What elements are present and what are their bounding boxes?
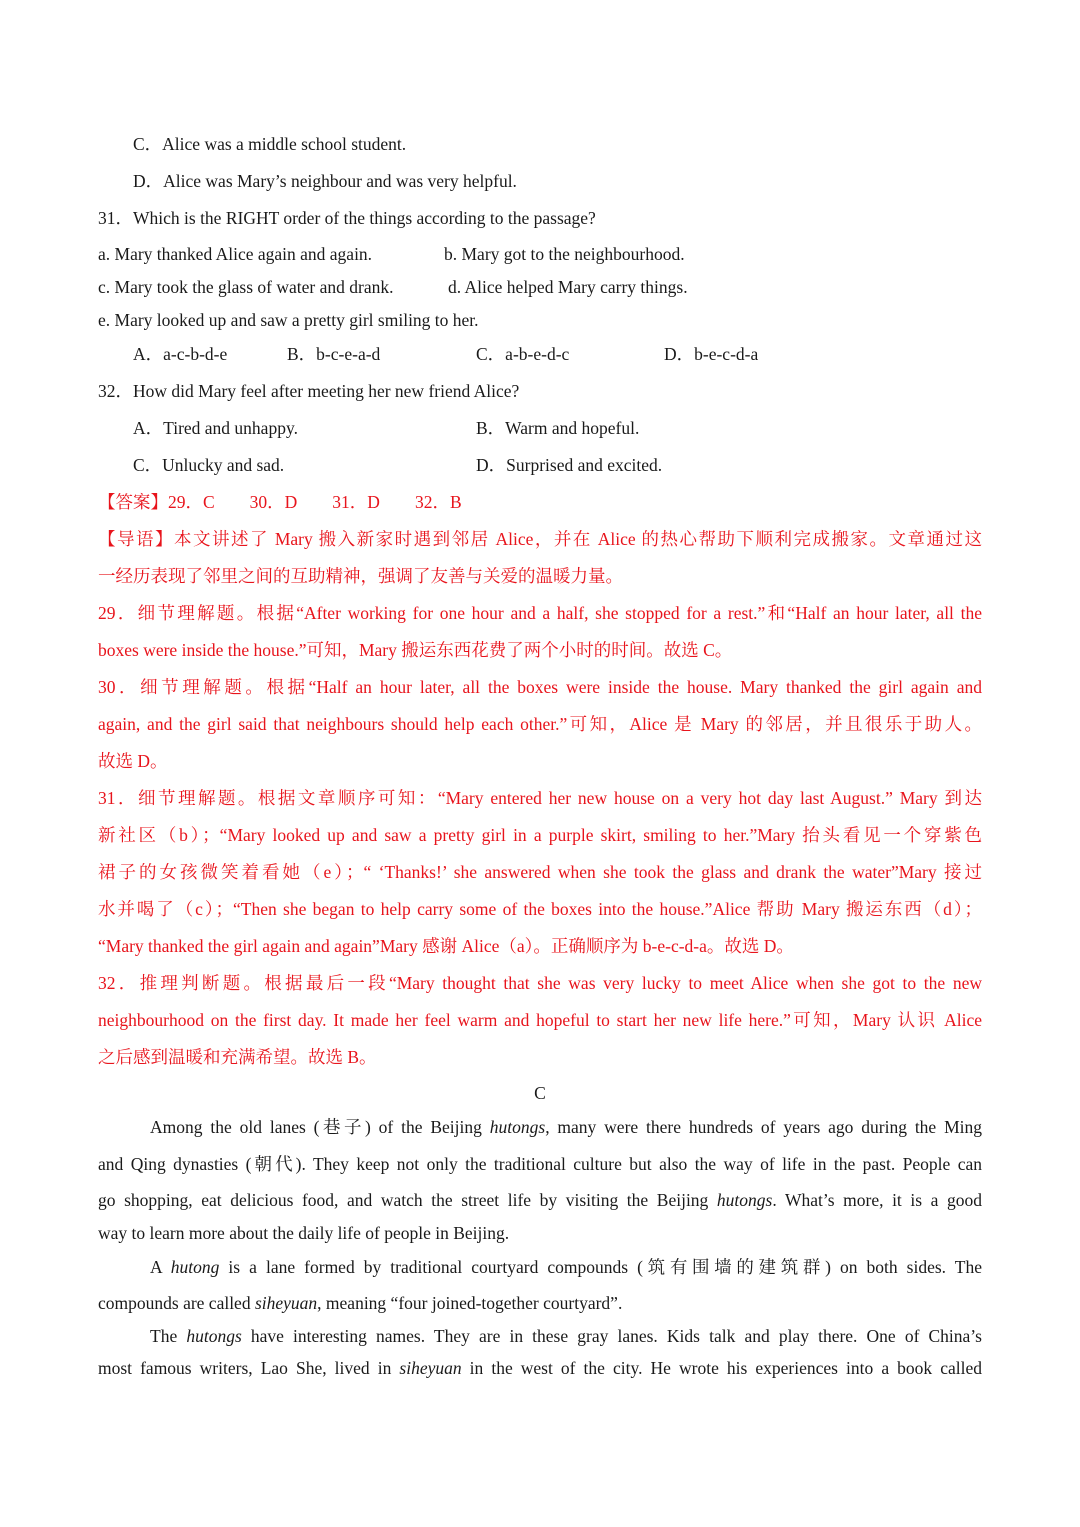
explanation-line: again, and the girl said that neighbours should help each other.”可知，Alice 是 Mary 的邻居，并且很乐于助人。 xyxy=(98,714,982,734)
passage-line: go shopping, eat delicious food, and watch the street life by visiting the Beijing hutongs. What’s more, it is a good xyxy=(98,1190,983,1210)
explanation-line: 裙子的女孩微笑着看她（e）；“ ‘Thanks!’ she answered when she took the glass and drank the water”Mary 接过 xyxy=(98,862,982,882)
q32-option-b: B．Warm and hopeful. xyxy=(476,418,640,438)
q31-option-a: A．a-c-b-d-e xyxy=(133,344,228,364)
passage-line: compounds are called siheyuan, meaning “four joined-together courtyard”. xyxy=(98,1293,623,1313)
explanation-line: “Mary thanked the girl again and again”Mary 感谢 Alice（a）。正确顺序为 b-e-c-d-a。故选 D。 xyxy=(98,936,794,956)
q30-option-d: D．Alice was Mary’s neighbour and was very helpful. xyxy=(133,171,517,191)
q31-item-e: e. Mary looked up and saw a pretty girl smiling to her. xyxy=(98,310,479,330)
explanation-line: 新社区（b）；“Mary looked up and saw a pretty girl in a purple skirt, smiling to her.”Mary 抬头看见一个穿紫色 xyxy=(98,825,982,845)
explanation-line: 32．推理判断题。根据最后一段“Mary thought that she was very lucky to meet Alice when she got to the new xyxy=(98,973,982,993)
explanation-line: 30．细节理解题。根据“Half an hour later, all the boxes were inside the house. Mary thanked the girl again and xyxy=(98,677,982,697)
explanation-line: 31．细节理解题。根据文章顺序可知：“Mary entered her new house on a very hot day last August.” Mary 到达 xyxy=(98,788,982,808)
q31-option-d: D．b-e-c-d-a xyxy=(664,344,759,364)
passage-line: A hutong is a lane formed by traditional courtyard compounds (筑有围墙的建筑群) on both sides. The xyxy=(150,1257,982,1277)
explanation-line: 故选 D。 xyxy=(98,751,168,771)
q32-option-a: A．Tired and unhappy. xyxy=(133,418,298,438)
q32-option-c: C．Unlucky and sad. xyxy=(133,455,285,475)
passage-line: Among the old lanes (巷子) of the Beijing hutongs, many were there hundreds of years ago during the Ming xyxy=(150,1117,982,1137)
q31-option-b: B．b-c-e-a-d xyxy=(287,344,381,364)
q31-item-c: c. Mary took the glass of water and drank. xyxy=(98,277,394,297)
q32-option-d: D．Surprised and excited. xyxy=(476,455,663,475)
q31-option-c: C．a-b-e-d-c xyxy=(476,344,570,364)
explanation-line: 水并喝了（c）；“Then she began to help carry some of the boxes into the house.”Alice 帮助 Mary 搬运东西（d）； xyxy=(98,899,982,919)
explanation-line: 一经历表现了邻里之间的互助精神，强调了友善与关爱的温暖力量。 xyxy=(98,566,623,586)
q32-stem: 32．How did Mary feel after meeting her new friend Alice? xyxy=(98,381,520,401)
explanation-line: 之后感到温暖和充满希望。故选 B。 xyxy=(98,1047,377,1067)
q31-stem: 31．Which is the RIGHT order of the things according to the passage? xyxy=(98,208,596,228)
explanation-line: boxes were inside the house.”可知，Mary 搬运东西花费了两个小时的时间。故选 C。 xyxy=(98,640,733,660)
section-heading: C xyxy=(534,1083,546,1103)
q31-item-d: d. Alice helped Mary carry things. xyxy=(448,277,688,297)
passage-line: way to learn more about the daily life of people in Beijing. xyxy=(98,1223,510,1243)
explanation-line: neighbourhood on the first day. It made her feel warm and hopeful to start her new life here.”可知，Mary 认识 Alice xyxy=(98,1010,982,1030)
q31-item-b: b. Mary got to the neighbourhood. xyxy=(444,244,685,264)
explanation-line: 【导语】本文讲述了 Mary 搬入新家时遇到邻居 Alice，并在 Alice 的热心帮助下顺利完成搬家。文章通过这 xyxy=(98,529,982,549)
passage-line: The hutongs have interesting names. They are in these gray lanes. Kids talk and play there. One of China’s xyxy=(150,1326,982,1346)
q30-option-c: C．Alice was a middle school student. xyxy=(133,134,407,154)
q31-item-a: a. Mary thanked Alice again and again. xyxy=(98,244,373,264)
passage-line: most famous writers, Lao She, lived in siheyuan in the west of the city. He wrote his experiences into a book called xyxy=(98,1358,982,1378)
answer-key: 【答案】29．C 30．D 31．D 32．B xyxy=(98,492,462,512)
explanation-line: 29．细节理解题。根据“After working for one hour and a half, she stopped for a rest.”和“Half an hour later, all the xyxy=(98,603,982,623)
passage-line: and Qing dynasties (朝代). They keep not only the traditional culture but also the way of life in the past. People can xyxy=(98,1154,982,1174)
